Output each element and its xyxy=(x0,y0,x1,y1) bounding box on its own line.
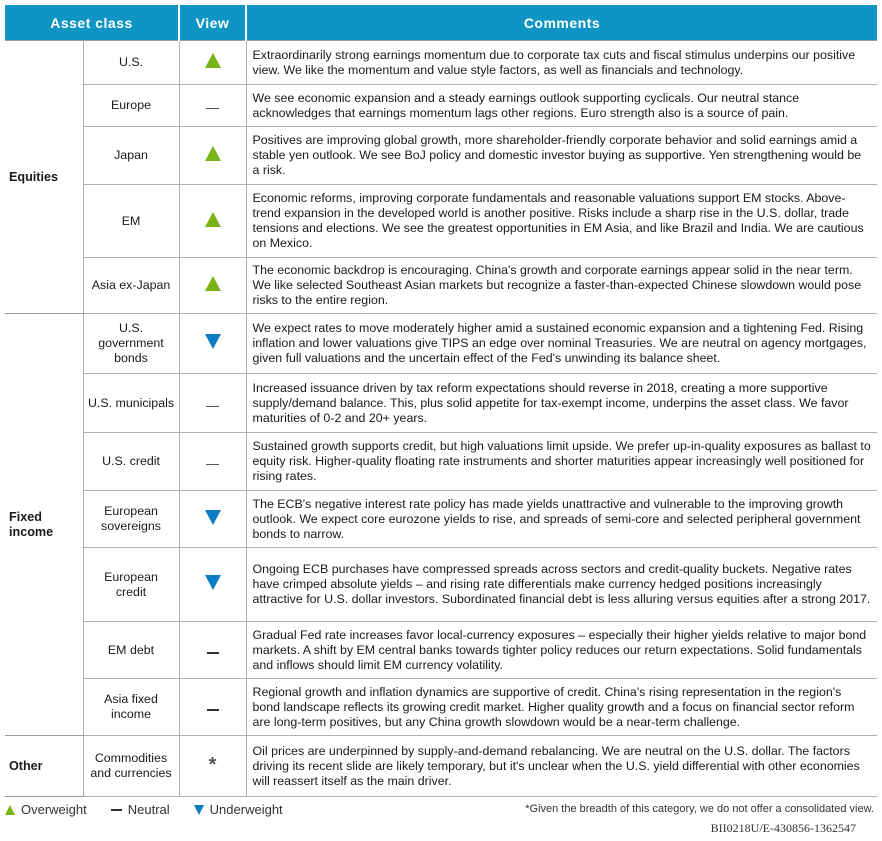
comment-cell: The economic backdrop is encouraging. China's growth and corporate earnings appear solid in the near term. We like selected Southeast Asian markets but recognize a faster-than-expected Chinese slowdown would pose risks to the entire region. xyxy=(246,258,877,314)
asset-label: Europe xyxy=(83,85,179,127)
neutral-icon xyxy=(111,809,122,811)
asset-label: Commodities and currencies xyxy=(83,736,179,797)
legend-overweight: Overweight xyxy=(21,802,87,817)
asset-group-label: Fixed income xyxy=(5,314,83,736)
view-cell xyxy=(179,41,246,85)
underweight-icon xyxy=(194,805,204,815)
view-cell xyxy=(179,433,246,491)
view-cell xyxy=(179,85,246,127)
legend-underweight: Underweight xyxy=(209,802,283,817)
view-cell xyxy=(179,185,246,258)
asset-label: U.S. municipals xyxy=(83,374,179,433)
underweight-icon xyxy=(205,334,221,349)
asset-label: Japan xyxy=(83,127,179,185)
overweight-icon xyxy=(205,53,221,68)
table-row xyxy=(5,314,877,374)
comment-cell: Positives are improving global growth, more shareholder-friendly corporate behavior and solid earnings amid a stable yen outlook. We see BoJ policy and domestic investor buying as supportive. Yen strengthening would be a risk. xyxy=(246,127,877,185)
table-row xyxy=(5,736,877,797)
asset-group-label: Other xyxy=(5,736,83,797)
asset-label: EM xyxy=(83,185,179,258)
overweight-icon xyxy=(205,276,221,291)
neutral-icon xyxy=(206,406,219,407)
comment-cell: The ECB's negative interest rate policy has made yields unattractive and vulnerable to the improving growth outlook. We expect core eurozone yields to rise, and spreads of semi-core and selected peripheral government bonds to narrow. xyxy=(246,491,877,548)
asset-label: U.S. credit xyxy=(83,433,179,491)
footnote: *Given the breadth of this category, we do not offer a consolidated view. xyxy=(525,803,874,815)
view-cell xyxy=(179,314,246,374)
view-cell xyxy=(179,736,246,797)
view-cell xyxy=(179,622,246,679)
comment-cell: We see economic expansion and a steady earnings outlook supporting cyclicals. Our neutral stance acknowledges that earnings momentum lags other regions. Euro strength also is a source of pain. xyxy=(246,85,877,127)
asset-label: U.S. xyxy=(83,41,179,85)
asset-label: U.S. government bonds xyxy=(83,314,179,374)
asterisk-icon: * xyxy=(208,753,217,776)
legend xyxy=(5,802,283,817)
comment-cell: Economic reforms, improving corporate fundamentals and reasonable valuations support EM stocks. Above-trend expansion in the developed world is another positive. Risks include a sharp rise in the U.S. dollar, trade tensions and elections. We see the greatest opportunities in EM Asia, and like Brazil and India. We are cautious on Mexico. xyxy=(246,185,877,258)
overweight-icon xyxy=(5,805,15,815)
underweight-icon xyxy=(205,510,221,525)
comment-cell: Ongoing ECB purchases have compressed spreads across sectors and credit-quality buckets. Negative rates have crimped absolute yields – and rising rate differentials make currency hedged positions increasingly attractive for U.S. dollar investors. Subordinated financial debt is less alluring versus equities after a strong 2017. xyxy=(246,548,877,622)
table-row xyxy=(5,679,877,736)
table-row xyxy=(5,374,877,433)
neutral-icon xyxy=(206,464,219,465)
comment-cell: Gradual Fed rate increases favor local-currency exposures – especially their higher yields relative to major bond markets. A shift by EM central banks towards tighter policy reduces our return expectations. Solid fundamentals and inflows should limit EM currency volatility. xyxy=(246,622,877,679)
table-row xyxy=(5,185,877,258)
table-row xyxy=(5,433,877,491)
asset-label: EM debt xyxy=(83,622,179,679)
neutral-icon xyxy=(207,709,219,711)
comment-cell: Regional growth and inflation dynamics are supportive of credit. China's rising representation in the region's bond landscape reflects its growing credit market. Higher quality growth and a focus on financial sector reform are long-term positives, but any China growth slowdown would be a near-term challenge. xyxy=(246,679,877,736)
comment-cell: Extraordinarily strong earnings momentum due to corporate tax cuts and fiscal stimulus underpins our positive view. We like the momentum and value style factors, as well as financials and technology. xyxy=(246,41,877,85)
overweight-icon xyxy=(205,212,221,227)
asset-group-label: Equities xyxy=(5,41,83,314)
table-row xyxy=(5,85,877,127)
asset-views-table xyxy=(5,5,877,797)
comment-cell: Increased issuance driven by tax reform expectations should reverse in 2018, creating a more supportive supply/demand balance. This, plus solid appetite for tax-exempt income, underpins the asset class. We favor maturities of 0-2 and 20+ years. xyxy=(246,374,877,433)
asset-label: European credit xyxy=(83,548,179,622)
view-cell xyxy=(179,679,246,736)
table-row xyxy=(5,127,877,185)
table-row xyxy=(5,258,877,314)
table-row xyxy=(5,548,877,622)
underweight-icon xyxy=(205,575,221,590)
overweight-icon xyxy=(205,146,221,161)
header-comments: Comments xyxy=(246,5,877,41)
view-cell xyxy=(179,491,246,548)
comment-cell: We expect rates to move moderately higher amid a sustained economic expansion and a tightening Fed. Rising inflation and lower valuations give TIPS an edge over nominal Treasuries. We are neutral on agency mortgages, given full valuations and the uncertain effect of the Fed's unwinding its balance sheet. xyxy=(246,314,877,374)
neutral-icon xyxy=(207,652,219,654)
neutral-icon xyxy=(206,108,219,109)
view-cell xyxy=(179,548,246,622)
table-row xyxy=(5,41,877,85)
comment-cell: Sustained growth supports credit, but high valuations limit upside. We prefer up-in-quality exposures as ballast to equity risk. Higher-quality floating rate instruments and shorter maturities appear increasingly well positioned for rising rates. xyxy=(246,433,877,491)
table-row xyxy=(5,491,877,548)
legend-neutral: Neutral xyxy=(127,802,170,817)
document-code: BII0218U/E-430856-1362547 xyxy=(710,821,856,835)
asset-label: European sovereigns xyxy=(83,491,179,548)
header-view: View xyxy=(179,5,246,41)
header-asset-class: Asset class xyxy=(5,5,179,41)
view-cell xyxy=(179,258,246,314)
view-cell xyxy=(179,127,246,185)
asset-label: Asia fixed income xyxy=(83,679,179,736)
comment-cell: Oil prices are underpinned by supply-and-demand rebalancing. We are neutral on the U.S. dollar. The factors driving its recent slide are likely temporary, but it's unclear when the U.S. yield differential with other economies will reassert itself as the main driver. xyxy=(246,736,877,797)
table-row xyxy=(5,622,877,679)
view-cell xyxy=(179,374,246,433)
asset-label: Asia ex-Japan xyxy=(83,258,179,314)
